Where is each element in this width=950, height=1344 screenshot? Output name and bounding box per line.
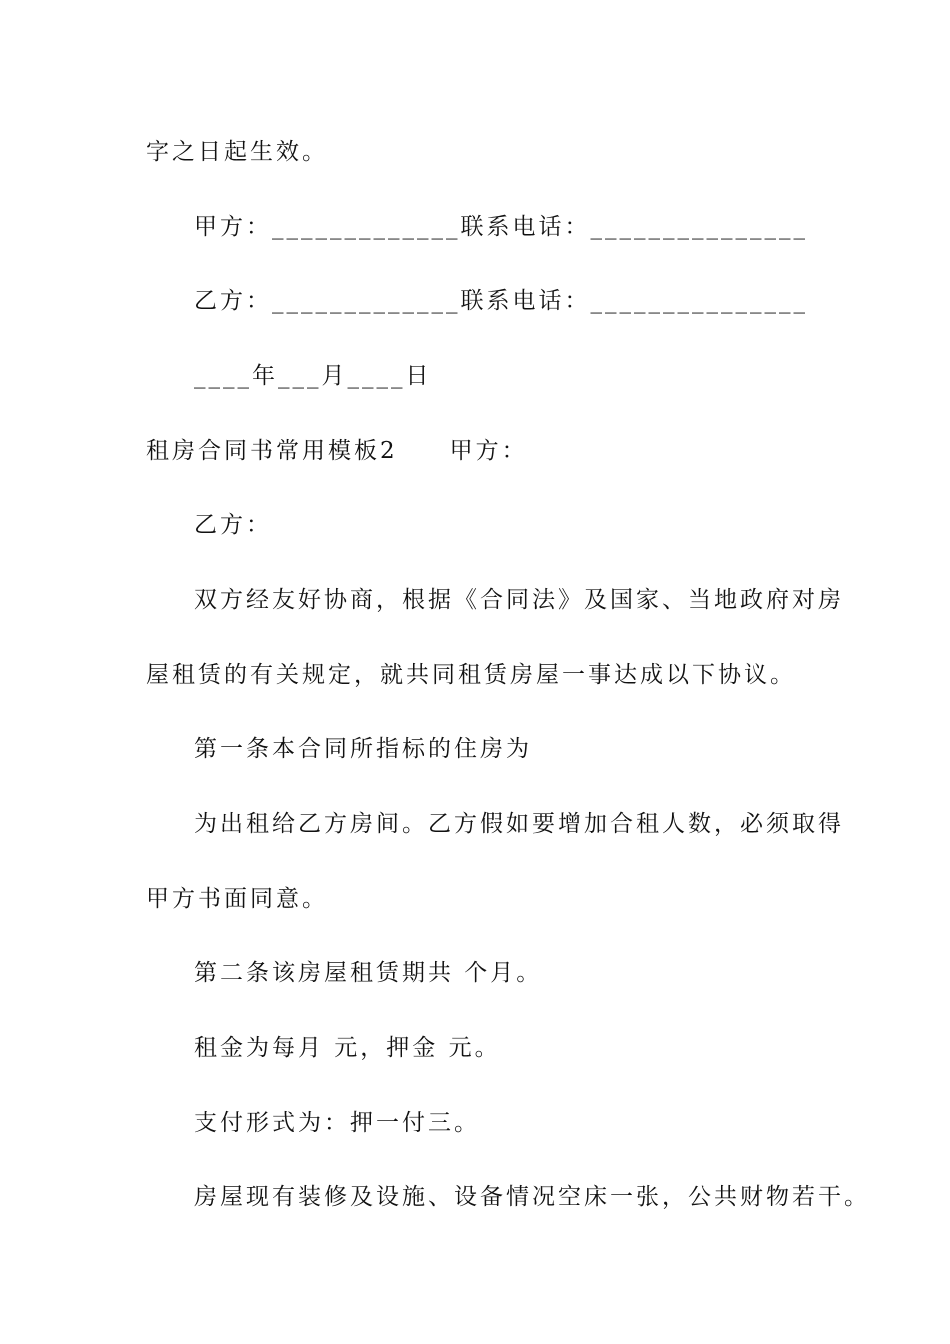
text-line-facilities: 房屋现有装修及设施、设备情况空床一张，公共财物若干。: [194, 1184, 870, 1210]
text-line-party-b-contact: 乙方：_____________联系电话：_______________: [194, 288, 808, 314]
text-line-article-2: 第二条该房屋租赁期共 个月。: [194, 960, 543, 986]
text-line-effective: 字之日起生效。: [146, 139, 328, 165]
text-line-intro-2: 屋租赁的有关规定，就共同租赁房屋一事达成以下协议。: [146, 662, 796, 688]
text-line-rent: 租金为每月 元，押金 元。: [194, 1035, 501, 1061]
text-line-article-1-end: 甲方书面同意。: [146, 886, 328, 912]
text-line-party-b: 乙方：: [194, 512, 272, 538]
text-line-party-a-contact: 甲方：_____________联系电话：_______________: [194, 214, 808, 240]
text-line-template-title: 租房合同书常用模板2 甲方：: [146, 438, 528, 464]
text-line-article-1: 第一条本合同所指标的住房为: [194, 736, 532, 762]
text-line-payment: 支付形式为：押一付三。: [194, 1110, 480, 1136]
text-line-article-1-cont: 为出租给乙方房间。乙方假如要增加合租人数，必须取得: [194, 811, 844, 837]
text-line-intro-1: 双方经友好协商，根据《合同法》及国家、当地政府对房: [194, 587, 844, 613]
text-line-date: ____年___月____日: [194, 363, 432, 389]
